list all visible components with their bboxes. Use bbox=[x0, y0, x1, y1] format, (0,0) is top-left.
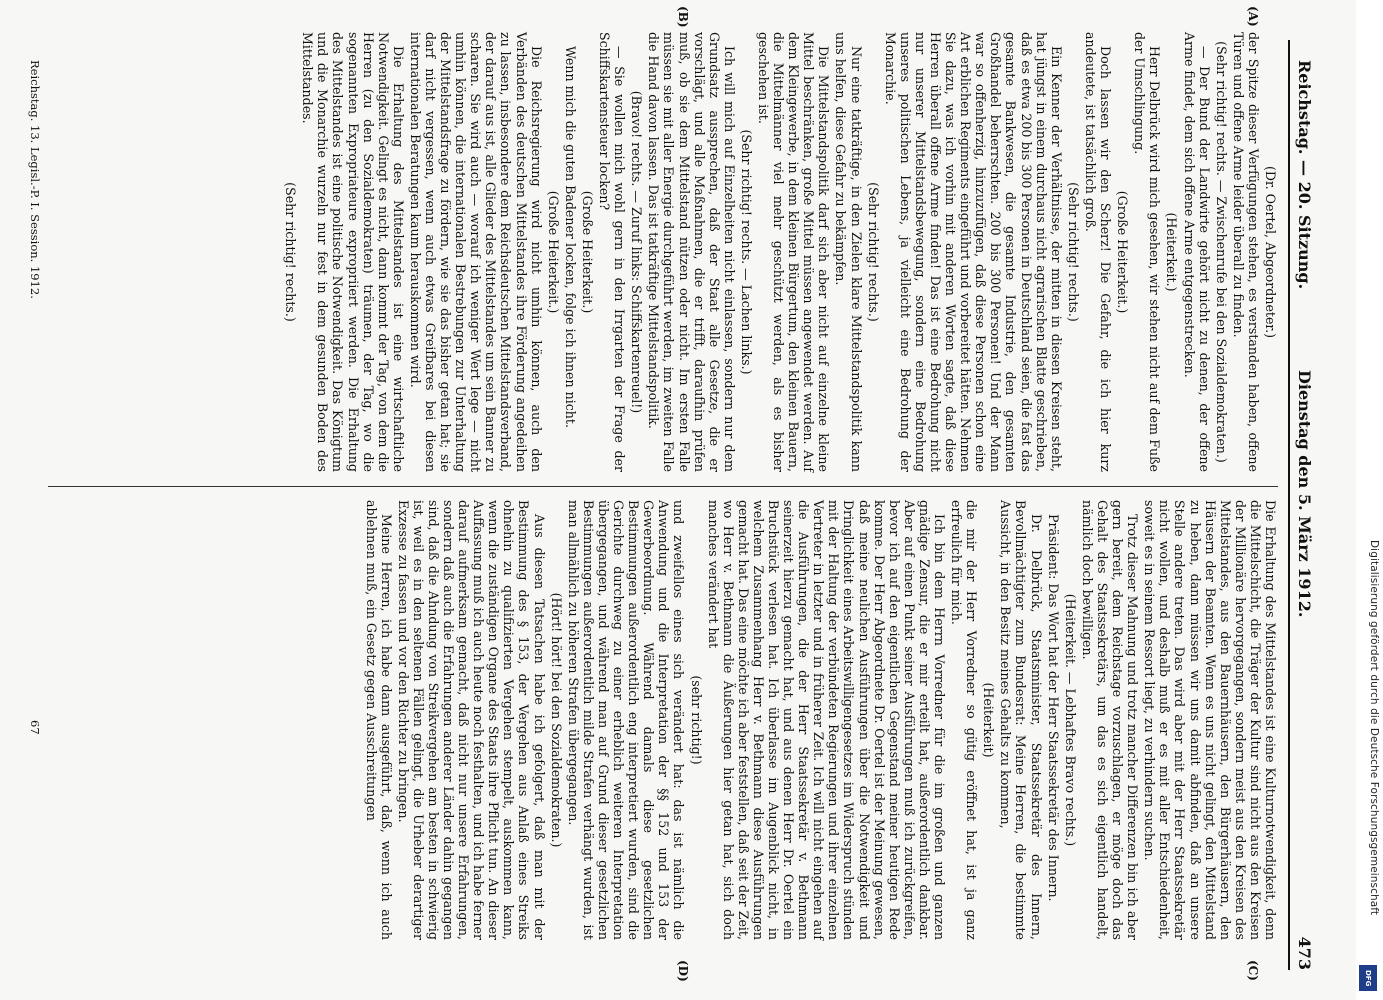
paragraph: der Spitze dieser Verfügungen stehen, es verstanden haben, offene Türen und offene Arme leider überall zu finden. bbox=[1230, 32, 1261, 472]
paragraph: (sehr richtig!) bbox=[688, 675, 704, 765]
column-divider bbox=[48, 486, 1278, 487]
margin-mark-b: (B) bbox=[676, 6, 690, 28]
right-column bbox=[361, 500, 1278, 940]
paragraph: (Große Heiterkeit.) bbox=[579, 190, 595, 314]
paragraph: (Heiterkeit.) bbox=[1164, 212, 1180, 292]
header-left: Reichstag. — 20. Sitzung. bbox=[1295, 60, 1314, 290]
paragraph: (Heiterkeit. — Lebhaftes Bravo rechts.) bbox=[1062, 593, 1078, 847]
paragraph: Ich will mich auf Einzelheiten nicht einlassen, sondern nur dem Grundsatz aussprechen, daß der Staat alle Gesetze, die er vorschlägt, und alle Maßnahmen, die er trifft, daraufhin prüfen muß, ob sie dem Mittelstand nützen oder nicht. Im ersten Falle müssen sie mit aller Energie durchgeführt werden, im zweiten Falle die Hand davon lassen. Das ist tatkräftige Mittelstandspolitik. bbox=[646, 32, 737, 472]
paragraph: (Dr. Oertel, Abgeordneter.) bbox=[1263, 166, 1278, 338]
paragraph: Ich bin dem Herrn Vorredner für die im großen und ganzen gnädige Zensur, die er mir erteilt hat, außerordentlich dankbar. Aber auf einen Punkt seiner Ausführungen muß ich zurückgreifen, bevor ich auf den eigentlichen Gegenstand meiner heutigen Rede komme. Der Herr Abgeordnete Dr. Oertel ist der Meinung gewesen, daß meine neulichen Ausführungen über die Notwendigkeit und Dringlichkeit eines Arbeitswilligengesetzes im Widerspruch stünden mit der Haltung der verbündeten Regierungen und ihrer einzelnen Vertreter in letzter und in früherer Zeit. Ich will nicht eingehen auf die Ausführungen, die der Herr Staatssekretär v. Bethmann seinerzeit hierzu gemacht hat, und aus denen Herr Dr. Oertel ein Bruchstück verlesen hat. Ich überlasse im Augenblick nicht, in welchem Zusammenhang Herr v. Bethmann diese Ausführungen gemacht hat. Das eine möchte ich aber feststellen, daß seit der Zeit, wo Herr v. Bethmann die Äußerungen hier getan hat, sich doch manches verändert hat bbox=[705, 500, 948, 940]
page-header bbox=[1288, 40, 1318, 970]
paragraph: Präsident: Das Wort hat der Herr Staatssekretär des Innern. bbox=[1045, 514, 1061, 902]
left-column bbox=[281, 32, 1278, 472]
paragraph: (Bravo! rechts. — Zuruf links: Schiffskartenreuel!) bbox=[629, 90, 645, 414]
paragraph: (Sehr richtig! rechts.) bbox=[1065, 182, 1081, 322]
paragraph: und zweifellos eines sich verändert hat: das ist nämlich die Anwendung und die Interpretation der §§ 152 und 153 der Gewerbeordnung. Während damals diese gesetzlichen Bestimmungen außerordentlich eng interpretiert wurden, sind die Gerichte durchweg zu einer erheblich weiteren Interpretation übergegangen, und während man auf Grund dieser gesetzlichen Bestimmungen außerordentlich milde Strafen verhängt wurden, ist man allmählich zu höheren Strafen übergegangen. bbox=[565, 500, 687, 940]
paragraph: Die Mittelstandspolitik darf sich aber nicht auf einzelne kleine Mittel beschränken, große Mittel müssen angewendet werden. Auf dem Kleingewerbe, in dem kleinen Bürgertum, den kleinen Bauern, die Mittelmänner viel mehr geschützt werden, als es bisher geschehen ist. bbox=[756, 32, 832, 472]
paragraph: Die Reichsregierung wird nicht umhin können, auch den Verbänden des deutschen Mittelstandes ihre Förderung angedeihen zu lassen, insbesondere dem Reichsdeutschen Mittelstandsverband, der darauf aus ist, alle Glieder des Mittelstandes um sein Banner zu scharen. Sie wird auch — worauf ich weniger Wert lege — nicht umhin können, die internationalen Bestrebungen zur Unterhaltung der Mittelstandsfrage zu fördern, wie sie das bisher getan hat; sie darf nicht vergessen, wenn auch etwas Greifbares bei diesen internationalen Beratungen kaum herauskommen wird. bbox=[407, 32, 544, 472]
margin-mark-a: (A) bbox=[1246, 6, 1260, 27]
paragraph: (Hört! hört! bei den Sozialdemokraten.) bbox=[548, 592, 564, 848]
digitization-credit: Digitalisierung gefördert durch die Deutsche Forschungsgemeinschaft bbox=[1368, 540, 1380, 916]
paragraph: Die Erhaltung des Mittelstandes ist eine wirtschaftliche Notwendigkeit. Gelingt es nicht, dann kommt der Tag, von dem die Herren (zu den Sozialdemokraten) träumen, der Tag, wo die sogenannten Expropriateure expropriiert werden. Die Erhaltung des Mittelstandes ist eine politische Notwendigkeit. Das Königtum und die Monarchie wurzeln nur fest in dem gesunden Boden des Mittelstandes. bbox=[300, 32, 406, 472]
paragraph: (Große Heiterkeit.) bbox=[545, 190, 561, 314]
paragraph: Herr Delbrück wird mich gesehen, wir stehen nicht auf dem Fuße der Umschlingung. bbox=[1132, 32, 1163, 472]
paragraph: — Sie wollen mich wohl gern in den Irrgarten der Frage der Schiffskartensteuer locken? bbox=[597, 32, 628, 472]
margin-mark-d: (D) bbox=[676, 960, 690, 982]
paragraph: Nur eine tatkräftige, in den Zielen klare Mittelstandspolitik kann uns helfen, diese Gefahr zu bekämpfen. bbox=[833, 32, 864, 472]
paragraph: Doch lassen wir den Scherz! Die Gefahr, die ich hier kurz andeutete, ist tatsächlich groß. bbox=[1082, 32, 1114, 472]
page-number: 473 bbox=[1295, 936, 1314, 970]
paragraph: (Heiterkeit) bbox=[981, 682, 997, 758]
paragraph: Trotz dieser Mahnung und trotz mancher Differenzen bin ich aber gern bereit, dem Reichstage vorzuschlagen, er möge doch das Gehalt des Staatssekretärs, um das es sich eigentlich handelt, nämlich doch bewilligen. bbox=[1079, 500, 1141, 940]
paragraph: die mir der Herr Vorredner so gütig eröffnet hat, ist ja ganz erfreulich für mich. bbox=[949, 500, 980, 940]
paragraph: Wenn mich die guten Badener locken, folge ich ihnen nicht. bbox=[562, 46, 578, 428]
footer-left: Reichstag. 13. Legisl.-P. I. Session. 1912. bbox=[28, 60, 42, 299]
paragraph: Meine Herren, ich habe dann ausgeführt, daß, wenn ich auch ablehnen muß, ein Gesetz gegen Ausschreitungen bbox=[363, 500, 394, 940]
margin-mark-c: (C) bbox=[1246, 960, 1260, 981]
paragraph: Ein Kenner der Verhältnisse, der mitten in diesen Kreisen steht, hat jüngst in einem durchaus nicht agrarischen Blatte geschrieben, daß es etwa 200 bis 300 Personen in Deutschland seien, die fast das gesamte Bankwesen, die gesamte Industrie, den gesamten Großhandel beherrschten. 200 bis 300 Personen! Und der Mann war so offenherzig, hinzuzufügen, daß diese Personen schon eine Art erblichen Regiments eingeführt und vorbereitet hätten. Nehmen Sie dazu, was ich vorhin mit anderen Worten sagte, daß diese Herren überall offene Arme finden! Das ist eine Bedrohung nicht nur unserer Mittelstandsbewegung, sondern eine Bedrohung unseres politischen Lebens, ja vielleicht eine Bedrohung der Monarchie. bbox=[882, 32, 1064, 472]
header-right: Dienstag den 5. März 1912. bbox=[1295, 370, 1314, 618]
paragraph: Aus diesen Tatsachen habe ich gefolgert, daß man mit der Bestimmung des § 153, der Vergehen aus Anlaß eines Streiks ohnehin zu qualifizierten Vergehen stempelt, auskommen kann, wenn die zuständigen Organe des Staats ihre Pflicht tun. An dieser Auffassung muß ich auch heute noch festhalten, und ich habe ferner darauf aufmerksam gemacht, daß nicht nur unsere Erfahrungen, sondern daß auch die Erfahrungen anderer Länder dahin gegangen sind, daß die Ahndung von Streikvergehen am besten in schwierig ist, weil es in den seltenen Fällen gelingt, die Urheber derartiger Exzesse zu fassen und vor den Richter zu bringen. bbox=[395, 500, 547, 940]
paragraph: Die Erhaltung des Mittelstandes ist eine Kulturnotwendigkeit, denn die Mittelschicht, die Träger der Kultur sind nicht aus den Kreisen der Millionäre hervorgegangen, sondern meist aus den Kreisen des Mittelstandes, aus den Bauernhäusern, den Bürgerhäusern, den Häusern der Beamten. Wenn es uns nicht gelingt, den Mittelstand zu heben, dann müssen wir uns damit abfinden, daß an unsere Stelle andere treten. Das wird aber mit der Herr Staatssekretär nicht wollen, und deshalb muß er es mit aller Entschiedenheit, soweit es in seinem Ressort liegt, zu verhindern suchen. bbox=[1142, 500, 1278, 940]
paragraph: (Große Heiterkeit.) bbox=[1115, 190, 1131, 314]
paragraph: (Sehr richtig! rechts. — Zwischenrufe bei den Sozialdemokraten.) bbox=[1213, 41, 1229, 463]
paragraph: Dr. Delbrück, Staatsminister, Staatssekretär des Innern, Bevollmächtigter zum Bundesrat: Meine Herren, die bestimmte Aussicht, in den Besitz meines Gehalts zu kommen, bbox=[998, 500, 1044, 940]
footer-page-signature: 67 bbox=[28, 720, 42, 735]
paragraph: — Der Bund der Landwirte gehört nicht zu denen, der offene Arme findet, dem sich offene Arme entgegenstrecken. bbox=[1181, 32, 1212, 472]
paragraph: (Sehr richtig! rechts. — Lachen links.) bbox=[738, 129, 754, 375]
paragraph: (Sehr richtig! rechts.) bbox=[865, 182, 881, 322]
paragraph: (Sehr richtig! rechts.) bbox=[283, 182, 299, 322]
dfg-logo: DFG bbox=[1359, 965, 1377, 991]
